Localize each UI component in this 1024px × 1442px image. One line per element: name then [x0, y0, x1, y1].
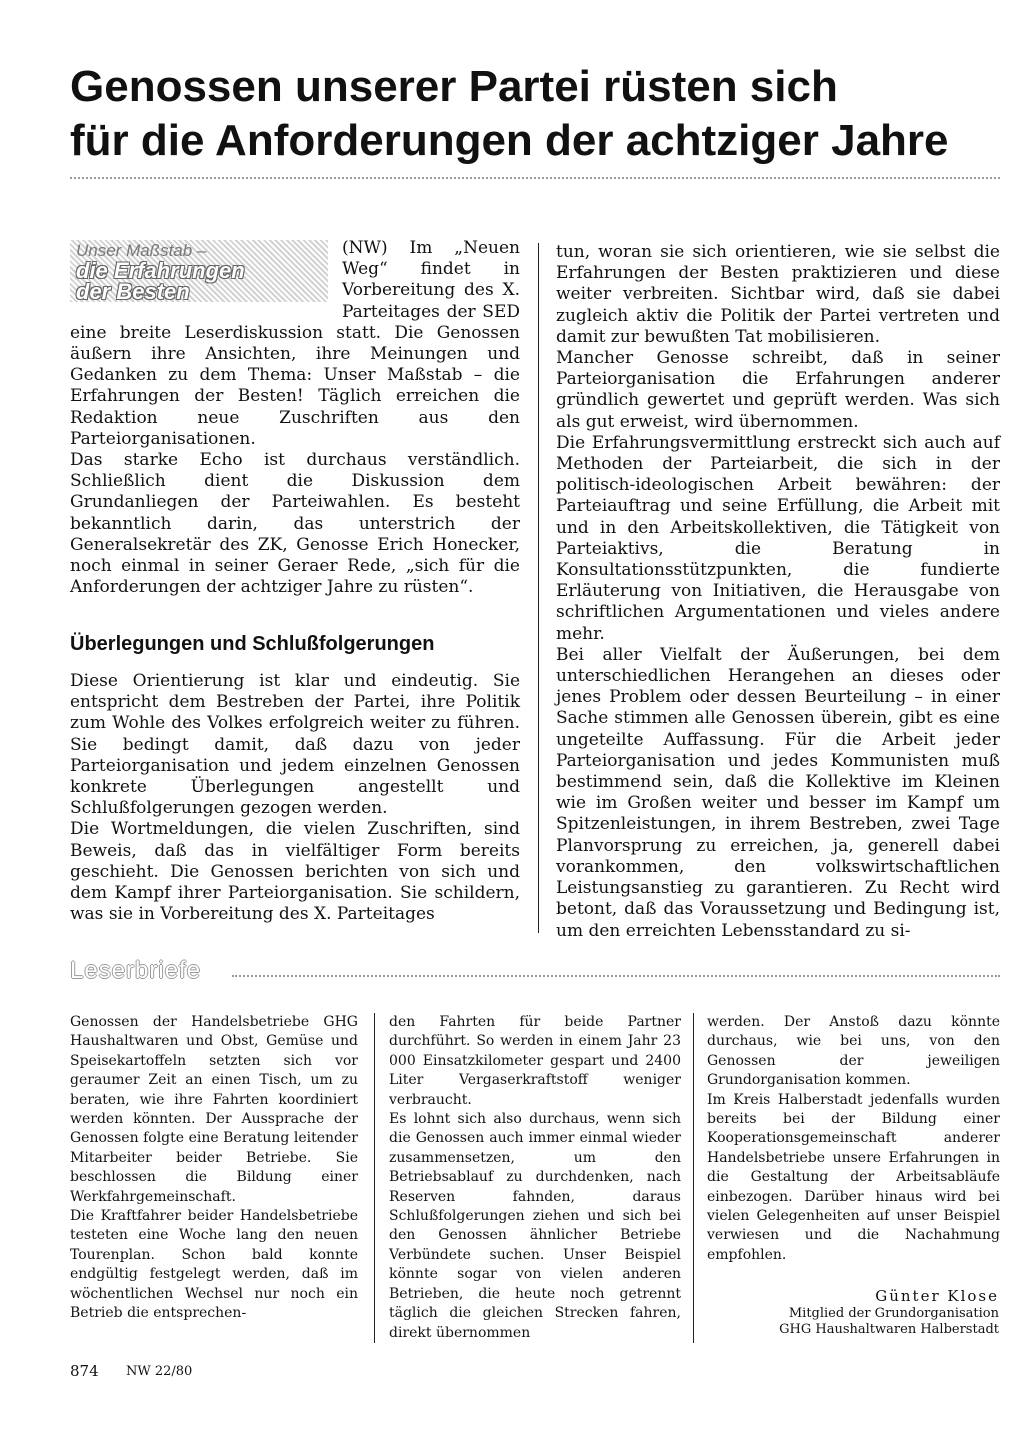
letter-paragraph: Es lohnt sich also durchaus, wenn sich die Genossen auch immer einmal wieder zusammensetzen, um den Betriebsablauf zu durchdenken, nach Reserven fahnden, daraus Schlußfolgerungen ziehen und sich bei den Genossen ähnlicher Betriebe Verbündete suchen. Unser Beispiel könnte sogar von vielen anderen Betrieben, die heute noch getrennt täglich die gleichen Strecken fahren, direkt übernommen — [389, 1111, 681, 1341]
author-role-line-2: GHG Haushaltwaren Halberstadt — [779, 1322, 999, 1337]
headline-divider — [70, 177, 1000, 179]
letters-column-divider-2 — [693, 1013, 694, 1343]
article-paragraph: tun, woran sie sich orientieren, wie sie selbst die Erfahrungen der Besten praktizieren und diese weiter verbreiten. Sichtbar wird, daß sie dabei zugleich aktiv die Politik der Partei vertreten und damit zur bewußten Tat mobilisieren. — [556, 242, 1000, 347]
headline-line-1: Genossen unserer Partei rüsten sich — [70, 62, 838, 111]
kicker-line-2: die Erfahrungen — [76, 258, 245, 283]
article-paragraph: Bei aller Vielfalt der Äußerungen, bei dem unterschiedlichen Herangehen an dieses oder jenes Problem oder dessen Beurteilung – in einer Sache stimmen alle Genossen überein, gibt es eine ungeteilte Auffassung. Für die Arbeit jeder Parteiorganisation und jedes Kommunisten muß bestimmend sein, daß die Kollektive im Kleinen wie im Großen weiter und besser im Kampf um Spitzenleistungen, in ihrem Bestreben, zwei Tage Planvorsprung zu erreichen, ja, generell dabei vorankommen, den volkswirtschaftlichen Leistungsanstieg zu garantieren. Zu Recht wird betont, daß das Voraussetzung und Bedingung ist, um den erreichten Lebensstandard zu si- — [556, 644, 1000, 941]
article-column-2 — [556, 242, 1000, 942]
letters-column-1 — [70, 1013, 358, 1324]
article-paragraph: Die Wortmeldungen, die vielen Zuschriften, sind Beweis, daß das in vielfältiger Form bereits geschieht. Die Genossen berichten von sich und dem Kampf ihrer Parteiorganisation. Sie schildern, was sie in Vorbereitung des X. Parteitages — [70, 819, 520, 925]
headline-line-2: für die Anforderungen der achtziger Jahre — [70, 116, 949, 165]
page-number: 874 — [70, 1362, 99, 1380]
letter-paragraph: den Fahrten für beide Partner durchführt. So werden in einem Jahr 23 000 Einsatzkilometer gespart und 2400 Liter Vergaserkraftstoff weniger verbraucht. — [389, 1014, 681, 1108]
letter-paragraph: Die Kraftfahrer beider Handelsbetriebe testeten eine Woche lang den neuen Tourenplan. Schon bald konnte endgültig festgelegt werden, daß im wöchentlichen Wechsel nur noch ein Betrieb die entsprechen- — [70, 1208, 358, 1322]
author-name: Günter Klose — [875, 1287, 999, 1305]
article-paragraph: (NW) Im „Neuen Weg“ findet in Vorbereitung des X. Parteitages der SED eine breite Leserdiskussion statt. Die Genossen äußern ihre Ansichten, ihre Meinungen und Gedanken zu dem Thema: Unser Maßstab – die Erfahrungen der Besten! Täglich erreichen die Redaktion neue Zuschriften aus den Parteiorganisationen. — [70, 238, 520, 449]
article-column-1-continued — [70, 671, 520, 925]
author-role-line-1: Mitglied der Grundorganisation — [788, 1306, 999, 1321]
letters-divider — [232, 975, 1000, 977]
column-divider — [538, 243, 539, 933]
headline — [70, 60, 1010, 168]
kicker-line-3: der Besten — [76, 279, 190, 304]
article-paragraph: Diese Orientierung ist klar und eindeutig. Sie entspricht dem Bestreben der Partei, ihre Politik zum Wohle des Volkes erfolgreich weiter zu führen. Sie bedingt damit, daß dazu von jeder Parteiorganisation und jedem einzelnen Genossen konkrete Überlegungen angestellt und Schlußfolgerungen gezogen werden. — [70, 671, 520, 819]
subheading: Überlegungen und Schlußfolgerungen — [70, 633, 435, 655]
kicker-box — [70, 240, 328, 302]
letter-signature — [700, 1286, 999, 1338]
kicker-line-1: Unser Maßstab – — [76, 241, 207, 260]
letter-paragraph: Genossen der Handelsbetriebe GHG Haushaltwaren und Obst, Gemüse und Speisekartoffeln setzten sich vor geraumer Zeit an einen Tisch, um zu beraten, wie ihre Fahrten koordiniert werden könnten. Der Aussprache der Genossen folgte eine Beratung leitender Mitarbeiter beider Betriebe. Sie beschlossen die Bildung einer Werkfahrgemeinschaft. — [70, 1014, 358, 1205]
letter-paragraph: werden. Der Anstoß dazu könnte durchaus, wie bei uns, von den Genossen der jeweiligen Grundorganisation kommen. — [707, 1014, 1000, 1089]
letters-column-3 — [707, 1013, 1000, 1265]
article-paragraph: Das starke Echo ist durchaus verständlich. Schließlich dient die Diskussion dem Grundanliegen der Parteiwahlen. Es besteht bekanntlich darin, das unterstrich der Generalsekretär des ZK, Genosse Erich Honecker, noch einmal in seiner Geraer Rede, „sich für die Anforderungen der achtziger Jahre zu rüsten“. — [70, 450, 520, 598]
article-paragraph: Die Erfahrungsvermittlung erstreckt sich auch auf Methoden der Parteiarbeit, die sich in der politisch-ideologischen Arbeit bewähren: der Parteiauftrag und seine Erfüllung, die Arbeit mit und in den Arbeitskollektiven, die Tätigkeit von Parteiaktivs, die Beratung in Konsultationsstützpunkten, die fundierte Erläuterung von Initiativen, die Herausgabe von schriftlichen Argumentationen und vieles andere mehr. — [556, 432, 1000, 644]
letter-paragraph: Im Kreis Halberstadt jedenfalls wurden bereits bei der Bildung einer Kooperationsgemeinschaft anderer Handelsbetriebe unsere Erfahrungen in die Gestaltung der Arbeitsabläufe einbezogen. Darüber hinaus wird bei vielen Gelegenheiten auf unser Beispiel verwiesen und die Nachahmung empfohlen. — [707, 1091, 1000, 1263]
article-paragraph: Mancher Genosse schreibt, daß in seiner Parteiorganisation die Erfahrungen anderer gründlich gewertet und geprüft werden. Was sich als gut erweist, wird übernommen. — [556, 348, 1000, 432]
article-column-1 — [70, 238, 520, 598]
section-label-leserbriefe: Leserbriefe — [70, 957, 202, 984]
issue-label: NW 22/80 — [126, 1364, 193, 1379]
letters-column-divider-1 — [374, 1013, 375, 1343]
letters-column-2 — [389, 1013, 681, 1343]
